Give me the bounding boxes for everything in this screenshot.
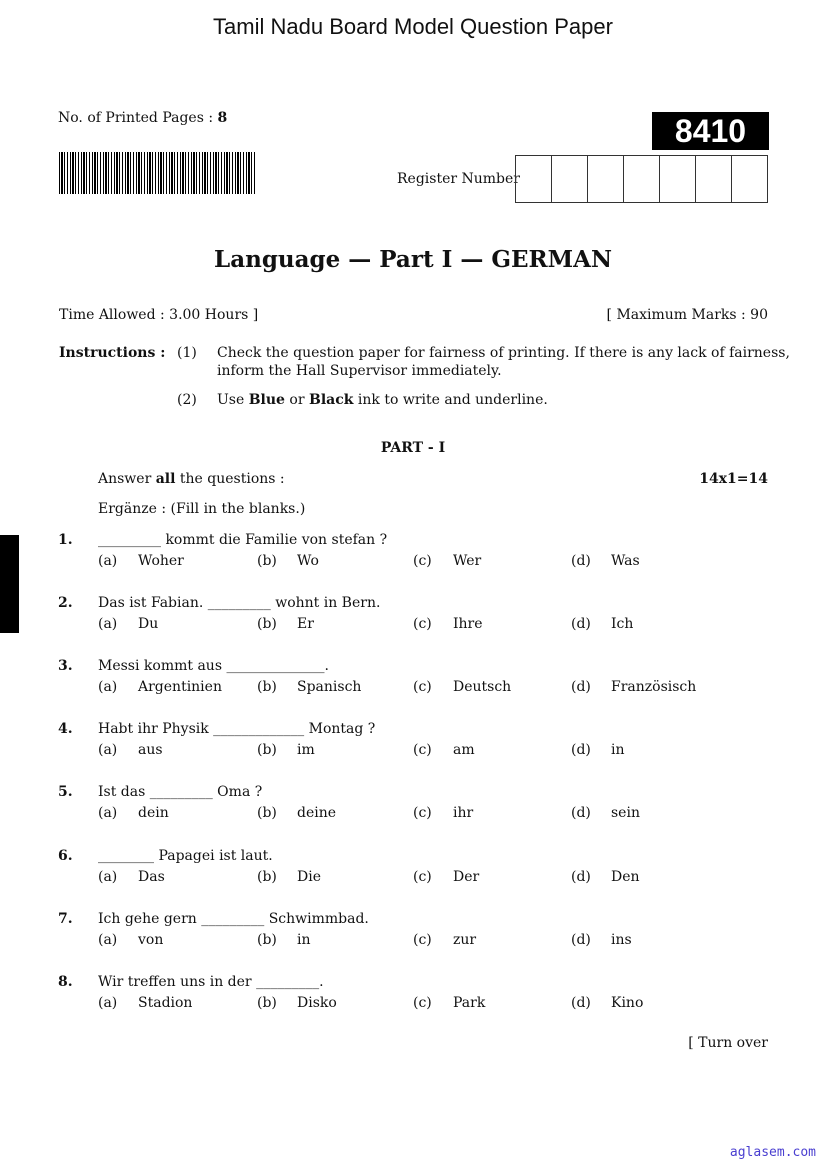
option-text: Ich — [611, 616, 634, 632]
question-number: 2. — [58, 595, 73, 611]
option-label: (d) — [571, 869, 591, 885]
question-stem: Messi kommt aus ______________. — [98, 658, 329, 674]
option-text: Deutsch — [453, 679, 512, 695]
option-label: (d) — [571, 616, 591, 632]
option-text: in — [611, 742, 625, 758]
register-number-label: Register Number — [397, 171, 520, 187]
option-label: (c) — [413, 869, 432, 885]
option-text: Argentinien — [138, 679, 222, 695]
option-label: (b) — [257, 995, 277, 1011]
option-label: (d) — [571, 679, 591, 695]
answer-instruction — [98, 471, 285, 487]
option-text: sein — [611, 805, 640, 821]
turn-over: [ Turn over — [688, 1035, 768, 1051]
instructions-label: Instructions : — [59, 345, 166, 361]
option-text: im — [297, 742, 315, 758]
option-text: Die — [297, 869, 321, 885]
question-number: 8. — [58, 974, 73, 990]
barcode — [59, 152, 257, 194]
watermark: aglasem.com — [729, 1145, 816, 1160]
question-item — [58, 721, 778, 765]
question-item — [58, 595, 778, 639]
question-stem: Das ist Fabian. _________ wohnt in Bern. — [98, 595, 381, 611]
question-number: 1. — [58, 532, 73, 548]
question-item — [58, 848, 778, 892]
option-label: (c) — [413, 742, 432, 758]
option-label: (a) — [98, 995, 118, 1011]
option-text: Er — [297, 616, 314, 632]
text: Answer — [98, 471, 156, 487]
option-label: (d) — [571, 805, 591, 821]
option-text: in — [297, 932, 311, 948]
option-text: Das — [138, 869, 165, 885]
fill-blanks-instruction: Ergänze : (Fill in the blanks.) — [98, 501, 306, 517]
option-text: Ihre — [453, 616, 483, 632]
option-label: (d) — [571, 932, 591, 948]
option-text: Stadion — [138, 995, 193, 1011]
option-label: (b) — [257, 616, 277, 632]
part-title: PART - I — [380, 440, 446, 456]
option-text: zur — [453, 932, 477, 948]
question-number: 3. — [58, 658, 73, 674]
subject-title: Language — Part I — GERMAN — [214, 246, 612, 273]
question-stem: Ich gehe gern _________ Schwimmbad. — [98, 911, 369, 927]
option-label: (b) — [257, 805, 277, 821]
max-marks: [ Maximum Marks : 90 — [606, 307, 768, 323]
option-label: (c) — [413, 995, 432, 1011]
option-label: (c) — [413, 553, 432, 569]
option-text: am — [453, 742, 475, 758]
option-label: (b) — [257, 932, 277, 948]
printed-pages — [58, 110, 227, 126]
option-label: (c) — [413, 616, 432, 632]
option-text: von — [138, 932, 164, 948]
instruction-text — [217, 392, 548, 408]
option-label: (b) — [257, 553, 277, 569]
question-number: 5. — [58, 784, 73, 800]
question-stem: Habt ihr Physik _____________ Montag ? — [98, 721, 376, 737]
marks-scheme: 14x1=14 — [699, 471, 768, 487]
option-text: Woher — [138, 553, 184, 569]
option-text: Du — [138, 616, 159, 632]
option-label: (b) — [257, 679, 277, 695]
question-item — [58, 974, 778, 1018]
paper-code: 8410 — [652, 112, 769, 150]
question-item — [58, 911, 778, 955]
question-number: 4. — [58, 721, 73, 737]
option-label: (a) — [98, 742, 118, 758]
option-label: (c) — [413, 932, 432, 948]
option-label: (d) — [571, 553, 591, 569]
instruction-number: (1) — [177, 345, 197, 361]
question-stem: Wir treffen uns in der _________. — [98, 974, 324, 990]
instruction-number: (2) — [177, 392, 197, 408]
question-number: 6. — [58, 848, 73, 864]
option-text: dein — [138, 805, 169, 821]
question-item — [58, 532, 778, 576]
option-text: Französisch — [611, 679, 697, 695]
option-text: ins — [611, 932, 632, 948]
register-number-boxes[interactable] — [515, 155, 768, 203]
text: the questions : — [175, 471, 285, 487]
option-text: deine — [297, 805, 337, 821]
printed-pages-label: No. of Printed Pages : — [58, 110, 218, 126]
margin-marker — [0, 535, 19, 633]
option-label: (a) — [98, 553, 118, 569]
option-text: Spanisch — [297, 679, 362, 695]
text: all — [155, 471, 176, 487]
option-text: Den — [611, 869, 640, 885]
option-label: (b) — [257, 742, 277, 758]
option-text: Wo — [297, 553, 319, 569]
option-text: Park — [453, 995, 486, 1011]
option-text: Der — [453, 869, 480, 885]
question-stem: Ist das _________ Oma ? — [98, 784, 263, 800]
option-label: (b) — [257, 869, 277, 885]
option-label: (d) — [571, 742, 591, 758]
option-label: (a) — [98, 679, 118, 695]
option-text: Wer — [453, 553, 482, 569]
option-label: (a) — [98, 805, 118, 821]
time-allowed: Time Allowed : 3.00 Hours ] — [59, 307, 259, 323]
question-number: 7. — [58, 911, 73, 927]
question-stem: _________ kommt die Familie von stefan ? — [98, 532, 388, 548]
instruction-text-cont: inform the Hall Supervisor immediately. — [217, 363, 502, 379]
text: ink to write and underline. — [353, 392, 548, 408]
printed-pages-value: 8 — [217, 110, 228, 126]
instruction-text: Check the question paper for fairness of printing. If there is any lack of fairness, — [217, 345, 790, 361]
question-stem: ________ Papagei ist laut. — [98, 848, 273, 864]
header-title: Tamil Nadu Board Model Question Paper — [213, 14, 613, 39]
option-text: aus — [138, 742, 163, 758]
option-text: Disko — [297, 995, 337, 1011]
option-text: ihr — [453, 805, 474, 821]
option-label: (c) — [413, 679, 432, 695]
option-label: (a) — [98, 932, 118, 948]
text: Use — [217, 392, 249, 408]
text: or — [284, 392, 309, 408]
text: Black — [309, 392, 354, 408]
text: Blue — [248, 392, 285, 408]
option-text: Was — [611, 553, 640, 569]
question-item — [58, 658, 778, 702]
option-text: Kino — [611, 995, 644, 1011]
question-item — [58, 784, 778, 828]
option-label: (c) — [413, 805, 432, 821]
option-label: (d) — [571, 995, 591, 1011]
option-label: (a) — [98, 869, 118, 885]
option-label: (a) — [98, 616, 118, 632]
